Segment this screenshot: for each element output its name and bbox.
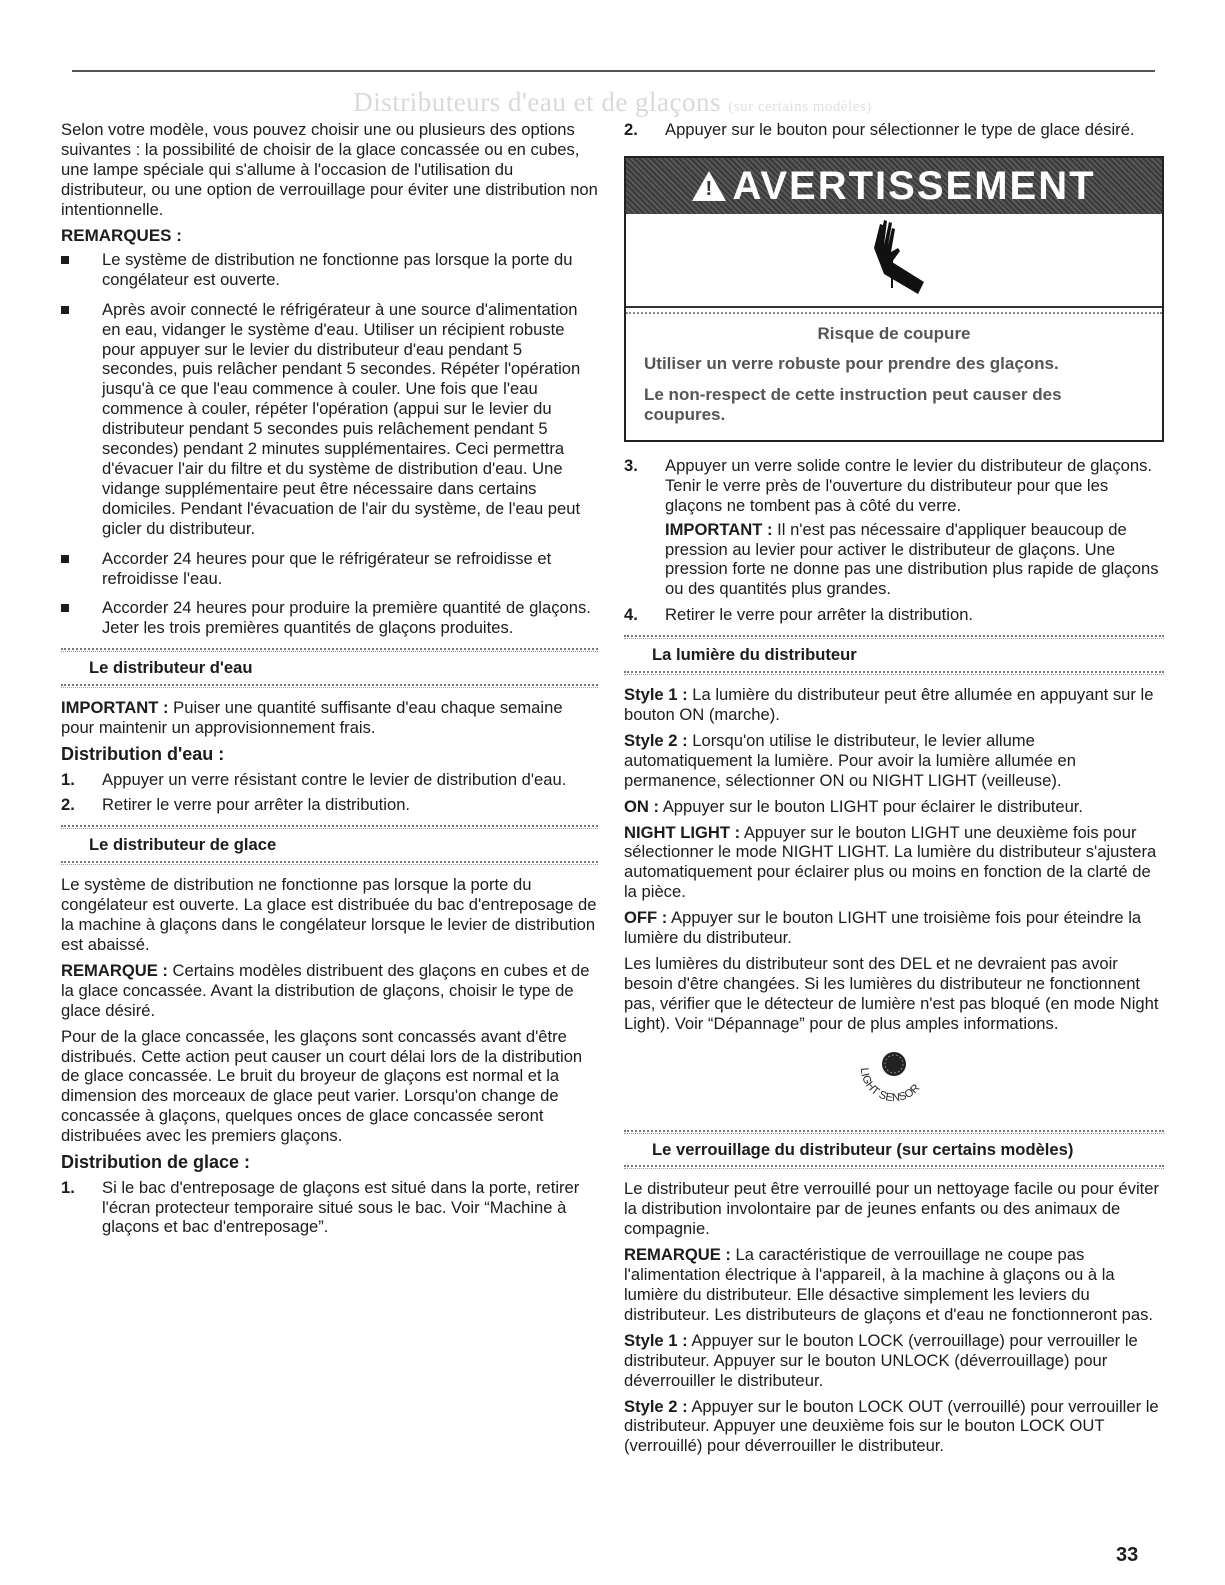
list-item: Le système de distribution ne fonctionne pas lorsque la porte du congélateur est ouverte. bbox=[61, 250, 598, 290]
ice-heading: Distribution de glace : bbox=[61, 1152, 251, 1173]
ice-steps-continued bbox=[624, 120, 1164, 140]
list-item: 1. Appuyer un verre résistant contre le levier de distribution d'eau. bbox=[61, 769, 567, 789]
light-section-header bbox=[624, 635, 1164, 675]
light-sensor-icon bbox=[624, 1050, 1164, 1110]
ice-paragraph-2: Pour de la glace concassée, les glaçons sont concassés avant d'être distribués. Cette action peut causer un court délai lors de la distribution de glace concassée. Le bruit du broyeur de glaçons est normal et la dimension des morceaux de glace peut varier. Lorsqu'on change de concassée à glaçons, quelques onces de glace concassée seront distribuées avec les premiers glaçons. bbox=[61, 1026, 583, 1146]
water-heading: Distribution d'eau : bbox=[61, 743, 225, 764]
light-sensor-graphic bbox=[849, 1050, 939, 1110]
ice-steps-continued-2 bbox=[624, 456, 1164, 625]
warning-triangle-icon bbox=[692, 171, 726, 201]
warning-rule bbox=[626, 306, 1162, 314]
list-item: 2. Appuyer sur le bouton pour sélectionner le type de glace désiré. bbox=[624, 120, 1135, 139]
dotted-divider bbox=[61, 684, 598, 688]
light-style-1: Style 1 : La lumière du distributeur peut être allumée en appuyant sur le bouton ON (marche). bbox=[624, 685, 1154, 724]
list-item: Après avoir connecté le réfrigérateur à une source d'alimentation en eau, vidanger le système d'eau. Utiliser un récipient robuste pour appuyer sur le levier du distributeur d'eau pendant 5 secondes, puis relâcher pendant 5 secondes. Répéter l'opération jusqu'à ce que l'eau commence à couler. Une fois que l'eau commence à couler, répéter l'opération (appui sur le levier du distributeur pendant 5 secondes puis relâchement pendant 5 secondes) pendant 2 minutes supplémentaires. Ceci permettra d'évacuer l'air du filtre et du système de distribution d'eau. Une vidange supplémentaire peut être nécessaire dans certains domiciles. Pendant l'évacuation de l'air du système, de l'eau peut gicler du distributeur. bbox=[61, 300, 598, 539]
lock-remarque: REMARQUE : La caractéristique de verrouillage ne coupe pas l'alimentation électrique à l'appareil, à la machine à glaçons ou à la lumière du distributeur. Elle désactive simplement les leviers du distributeur. Les distributeurs de glaçons et d'eau ne fonctionneront pas. bbox=[624, 1245, 1153, 1324]
page-number: 33 bbox=[1116, 1544, 1139, 1566]
list-item: 1. Si le bac d'entreposage de glaçons est situé dans la porte, retirer l'écran protecteur temporaire situé sous le bac. Voir “Machine à glaçons et bac d'entreposage”. bbox=[61, 1177, 580, 1237]
light-on: ON : Appuyer sur le bouton LIGHT pour éclairer le distributeur. bbox=[624, 796, 1084, 816]
dotted-divider bbox=[624, 1165, 1164, 1169]
warning-box bbox=[624, 156, 1164, 442]
ice-paragraph-1: Le système de distribution ne fonctionne pas lorsque la porte du congélateur est ouverte. La glace est distribuée du bac d'entreposage de la machine à glaçons dans le congélateur lorsque le levier de distribution est abaissé. bbox=[61, 875, 597, 954]
light-off: OFF : Appuyer sur le bouton LIGHT une troisième fois pour éteindre la lumière du distributeur. bbox=[624, 908, 1142, 948]
page-title-text: Distributeurs d'eau et de glaçons bbox=[353, 87, 722, 117]
dotted-divider bbox=[624, 671, 1164, 675]
ice-steps bbox=[61, 1178, 598, 1238]
water-steps bbox=[61, 770, 598, 816]
left-column bbox=[61, 120, 598, 1243]
right-column bbox=[624, 120, 1164, 1462]
light-led-paragraph: Les lumières du distributeur sont des DEL et ne devraient pas avoir besoin d'être changées. Si les lumières du distributeur ne fonctionnent pas, vérifier que le détecteur de lumière n'est pas bloqué (en mode Night Light). Voir “Dépannage” pour de plus amples informations. bbox=[624, 953, 1159, 1033]
list-item: 2. Retirer le verre pour arrêter la distribution. bbox=[61, 795, 411, 815]
sensor-label: LIGHT SENSOR bbox=[857, 1066, 923, 1104]
lock-section-header bbox=[624, 1130, 1164, 1170]
water-important: IMPORTANT : Puiser une quantité suffisante d'eau chaque semaine pour maintenir un approvisionnement frais. bbox=[61, 698, 563, 738]
section-title: Le verrouillage du distributeur (sur certains modèles) bbox=[652, 1139, 1074, 1159]
light-style-2: Style 2 : Lorsqu'on utilise le distributeur, le levier allume automatiquement la lumière. Pour avoir la lumière allumée en permanence, sélectionner ON ou NIGHT LIGHT (veilleuse). bbox=[624, 730, 1076, 790]
section-title: La lumière du distributeur bbox=[652, 645, 857, 665]
remarques-list bbox=[61, 250, 598, 638]
warning-risk: Risque de coupure bbox=[817, 323, 971, 343]
cut-hand-graphic bbox=[854, 218, 934, 302]
warning-header bbox=[626, 158, 1162, 214]
lock-style-2: Style 2 : Appuyer sur le bouton LOCK OUT (verrouillé) pour verrouiller le distributeur. Appuyer une deuxième fois sur le bouton LOCK OUT (verrouillé) pour déverrouiller le distributeur. bbox=[624, 1396, 1159, 1456]
section-title: Le distributeur d'eau bbox=[89, 658, 253, 678]
light-night: NIGHT LIGHT : Appuyer sur le bouton LIGHT une deuxième fois pour sélectionner le mode NIGHT LIGHT. La lumière du distributeur s'ajustera automatiquement pour éclairer plus ou moins en fonction de la clarté de la pièce. bbox=[624, 822, 1157, 902]
bullet-icon bbox=[61, 256, 69, 264]
ice-section-header bbox=[61, 825, 598, 865]
warning-body bbox=[626, 314, 1162, 442]
water-section-header bbox=[61, 648, 598, 688]
list-item: Accorder 24 heures pour que le réfrigérateur se refroidisse et refroidisse l'eau. bbox=[61, 549, 598, 589]
page-title-sub: (sur certains modèles) bbox=[728, 99, 872, 115]
lock-paragraph-1: Le distributeur peut être verrouillé pour un nettoyage facile ou pour éviter la distribution involontaire par de jeunes enfants ou des animaux de compagnie. bbox=[624, 1179, 1160, 1239]
list-item: 3. Appuyer un verre solide contre le levier du distributeur de glaçons. Tenir le verre près de l'ouverture du distributeur pour que les glaçons ne tombent pas à côté du verre. IMPORTANT : Il n'est pas nécessaire d'appliquer beaucoup de pression au levier pour activer le distributeur de glaçons. Une pression forte ne donne pas une distribution plus rapide de glaçons ou des quantités plus grandes. bbox=[624, 456, 1164, 599]
bullet-icon bbox=[61, 306, 69, 314]
warning-heading: AVERTISSEMENT bbox=[732, 163, 1096, 208]
remarques-heading: REMARQUES : bbox=[61, 225, 182, 245]
lock-style-1: Style 1 : Appuyer sur le bouton LOCK (verrouillage) pour verrouiller le distributeur. Appuyer sur le bouton UNLOCK (déverrouillage) pour déverrouiller le distributeur. bbox=[624, 1330, 1138, 1390]
top-rule bbox=[72, 70, 1155, 72]
intro-paragraph: Selon votre modèle, vous pouvez choisir une ou plusieurs des options suivantes : la possibilité de choisir de la glace concassée ou en cubes, une lampe spéciale qui s'allume à l'occasion de l'utilisation du distributeur, ou une option de verrouillage pour éviter une distribution non intentionnelle. bbox=[61, 120, 598, 219]
warning-line-2: Le non-respect de cette instruction peut causer des coupures. bbox=[644, 384, 1062, 425]
dotted-divider bbox=[61, 861, 598, 865]
cut-hand-icon bbox=[626, 214, 1162, 306]
list-item: Accorder 24 heures pour produire la première quantité de glaçons. Jeter les trois premières quantités de glaçons produites. bbox=[61, 598, 598, 638]
step3-important: IMPORTANT : Il n'est pas nécessaire d'appliquer beaucoup de pression au levier pour activer le distributeur de glaçons. Une pression forte ne donne pas une distribution plus rapide de glaçons ou des quantités plus grandes. bbox=[665, 519, 1159, 599]
bullet-icon bbox=[61, 604, 69, 612]
ice-remarque: REMARQUE : Certains modèles distribuent des glaçons en cubes et de la glace concassée. Avant la distribution de glaçons, choisir le type de glace désiré. bbox=[61, 960, 590, 1020]
section-title: Le distributeur de glace bbox=[89, 835, 277, 855]
bullet-icon bbox=[61, 555, 69, 563]
warning-line-1: Utiliser un verre robuste pour prendre des glaçons. bbox=[644, 354, 1059, 374]
page-title bbox=[0, 86, 1225, 118]
list-item: 4. Retirer le verre pour arrêter la distribution. bbox=[624, 605, 974, 625]
